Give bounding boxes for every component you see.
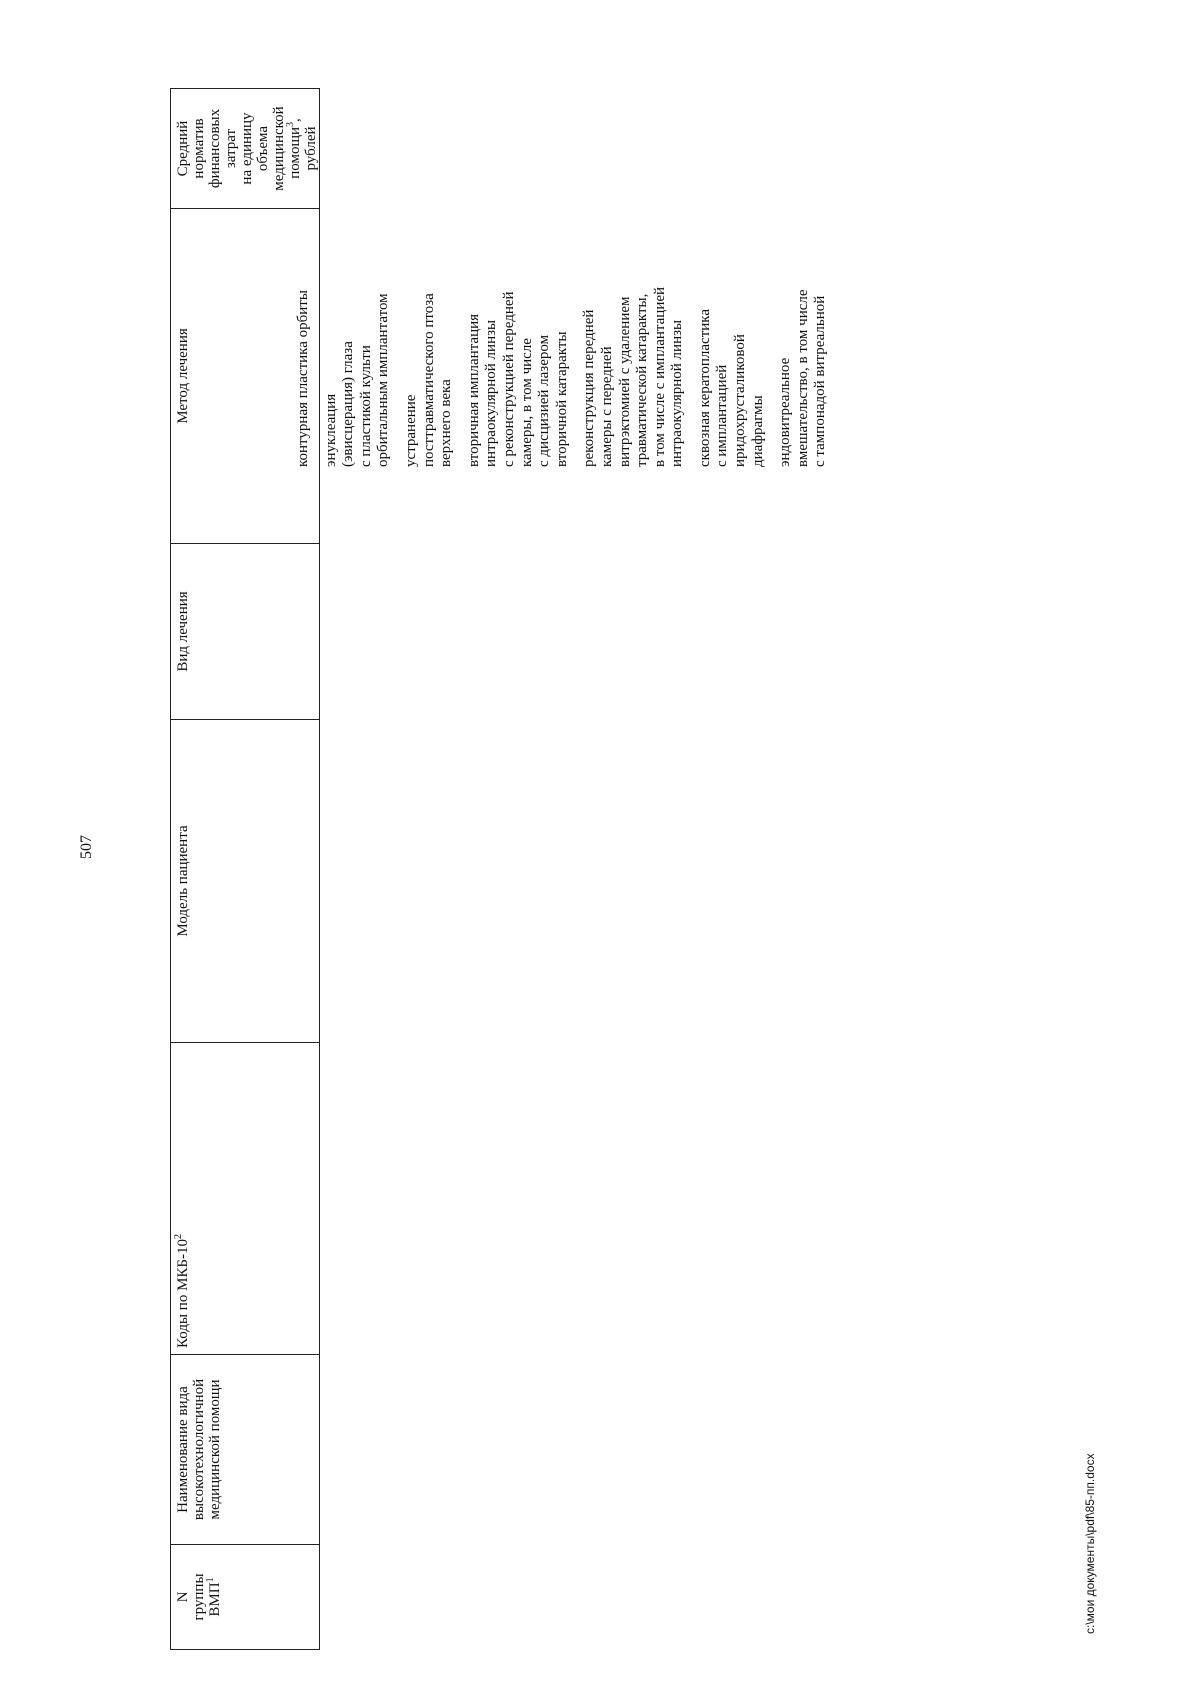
method-item-orbit-plasty: контурная пластика орбиты: [295, 290, 311, 467]
header-average-cost: Средний норматив финансовых затрат на единицу объема медицинской помощи$^3$, рублей: [171, 89, 320, 209]
method-item-endovitreal-intervention: эндовитреальное вмешательство, в том числе с тампонадой витреальной: [777, 289, 829, 467]
header-patient-model: Модель пациента: [171, 720, 320, 1043]
method-item-ptosis-correction: устранение посттравматического птоза верхнего века: [402, 293, 455, 467]
page-number: 507: [78, 835, 95, 859]
treatment-methods-list: [295, 237, 840, 467]
header-group-number: N группы ВМП$^1$: [171, 1545, 320, 1650]
method-item-keratoplasty: сквозная кератопластика с имплантацией иридохрусталиковой диафрагмы: [696, 308, 766, 467]
footer-file-path: c:\мои документы\pdf\85-пп.docx: [1083, 1453, 1097, 1634]
method-item-secondary-iol-implantation: вторичная имплантация интраокулярной линзы с реконструкцией передней камеры, в том числе с дисцизией лазером вторичной катаракты: [465, 291, 570, 467]
method-item-anterior-chamber-reconstruction: реконструкция передней камеры с передней витрэктомией с удалением травматической катаракты, в том числе с имплантацией интраокулярной линзы: [581, 286, 686, 467]
header-icd-codes: Коды по МКБ-$10^2$: [171, 1043, 320, 1355]
header-treatment-type: Вид лечения: [171, 544, 320, 720]
header-care-name: Наименование вида высокотехнологичной медицинской помощи: [171, 1355, 320, 1545]
method-item-enucleation: энуклеация (эвисцерация) глаза с пластикой культи орбитальным имплантатом: [322, 293, 392, 467]
header-treatment-method: Метод лечения: [171, 209, 320, 544]
